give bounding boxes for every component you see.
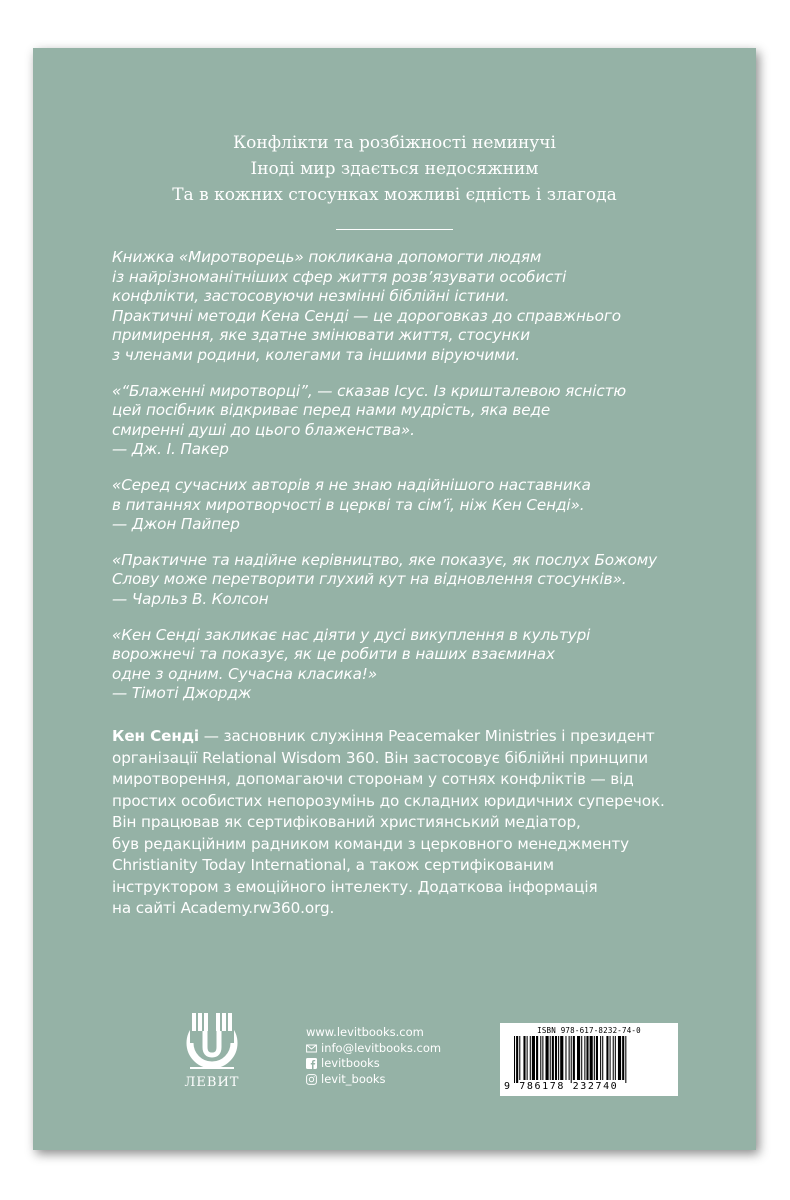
barcode-bar: [577, 1036, 580, 1080]
blurb-author: — Джон Пайпер: [112, 515, 240, 534]
blurb-author: — Чарльз В. Колсон: [112, 589, 269, 608]
barcode-bar: [519, 1036, 520, 1080]
publisher-logo: [176, 1003, 248, 1098]
barcode-bar: [530, 1036, 531, 1080]
blurb-line: «Практичне та надійне керівництво, яке показує, як послух Божому: [112, 550, 658, 569]
barcode-bar: [602, 1036, 603, 1080]
bio-line: Він працював як сертифікований християнський медіатор,: [112, 813, 581, 831]
mail-icon: [306, 1043, 317, 1054]
blurb-line: смиренні душі до цього блаженства».: [112, 420, 415, 439]
barcode-bar: [536, 1036, 538, 1080]
barcode-bar: [610, 1036, 611, 1080]
bio-line: на сайті Academy.rw360.org.: [112, 899, 335, 917]
blurb-line: одне з одним. Сучасна класика!»: [112, 664, 378, 683]
blurb-line: цей посібник відкриває перед нами мудрість, яка веде: [112, 401, 551, 420]
barcode-bar: [571, 1036, 572, 1083]
blurb-line: Слову може перетворити глухий кут на відновлення стосунків».: [112, 570, 627, 589]
facebook-link[interactable]: levitbooks: [321, 1056, 380, 1070]
blurb-line: із найрізноманітніших сфер життя розв’язувати особисті: [112, 267, 567, 286]
instagram-row: [306, 1072, 441, 1088]
tagline-line: Конфлікти та розбіжності неминучі: [233, 133, 556, 153]
barcode-bar: [586, 1036, 588, 1080]
blurb-line: Книжка «Миротворець» покликана допомогти людям: [112, 248, 542, 266]
barcode-bars: [514, 1036, 674, 1083]
barcode-bar: [558, 1036, 559, 1080]
bio-line: інструктором з емоційного інтелекту. Додаткова інформація: [112, 877, 598, 896]
blurb-colson: [112, 551, 732, 610]
barcode-digits: 9 786178 232740: [504, 1081, 619, 1092]
bio-line: миротворення, допомагаючи сторонам у сотнях конфліктів — від: [112, 770, 634, 788]
blurbs: [112, 248, 732, 720]
email-link[interactable]: info@levitbooks.com: [321, 1040, 442, 1055]
bio-line: організації Relational Wisdom 360. Він застосовує біблійні принципи: [112, 748, 648, 767]
publisher-logo-text: ЛЕВИТ: [184, 1075, 240, 1090]
barcode-bar: [565, 1036, 566, 1080]
bio-first-line: [112, 726, 742, 748]
tagline: [33, 130, 756, 208]
author-bio: [112, 726, 742, 920]
blurb-piper: [112, 476, 732, 535]
barcode-bar: [514, 1036, 515, 1083]
blurb-line: конфлікти, застосовуючи незмінні біблійні істини.: [112, 287, 510, 306]
bio-line: простих особистих непорозумінь до складних юридичних суперечок.: [112, 791, 665, 810]
bio-line: Christianity Today International, а також сертифікованим: [112, 856, 554, 874]
bio-line: був редакційним радником команди з церковного менеджменту: [112, 834, 630, 853]
barcode-bar: [596, 1036, 598, 1080]
barcode-bar: [550, 1036, 551, 1080]
barcode-bar: [552, 1036, 554, 1080]
author-name: Кен Сенді: [112, 727, 200, 745]
barcode-bar: [527, 1036, 528, 1080]
blurb-line: «“Блаженні миротворці”, — сказав Ісус. Із кришталевою ясністю: [112, 381, 627, 400]
barcode-bar: [555, 1036, 557, 1080]
barcode-bar: [573, 1036, 575, 1080]
publisher-contacts: [306, 1025, 441, 1087]
bio-first-line-rest: — засновник служіння Peacemaker Ministries і президент: [199, 727, 655, 745]
blurb-line: «Серед сучасних авторів я не знаю надійнішого наставника: [112, 475, 591, 494]
tagline-line: Іноді мир здається недосяжним: [250, 159, 539, 179]
blurb-packer: [112, 382, 732, 460]
barcode-bar: [594, 1036, 595, 1080]
barcode-bar: [569, 1036, 570, 1080]
barcode-bar: [584, 1036, 585, 1080]
facebook-row: [306, 1056, 441, 1072]
barcode-bar: [542, 1036, 543, 1080]
divider: [336, 229, 453, 230]
blurb-author: — Дж. І. Пакер: [112, 440, 229, 459]
barcode-bar: [600, 1036, 601, 1080]
back-cover: [33, 48, 756, 1150]
publisher-logo-icon: [176, 1003, 248, 1075]
barcode-bar: [560, 1036, 563, 1080]
barcode-bar: [532, 1036, 535, 1080]
website-row: [306, 1025, 441, 1041]
barcode-bar: [625, 1036, 626, 1083]
email-row: [306, 1041, 441, 1057]
blurb-line: в питаннях миротворчості в церкві та сім’ї, ніж Кен Сенді».: [112, 495, 585, 514]
blurb-description: [112, 248, 732, 366]
tagline-line: Та в кожних стосунках можливі єдність і злагода: [172, 185, 617, 205]
isbn-label: ISBN 978-617-8232-74-0: [537, 1026, 641, 1035]
barcode-bar: [618, 1036, 621, 1080]
barcode-bar: [581, 1036, 582, 1080]
barcode-bar: [590, 1036, 593, 1080]
blurb-line: Практичні методи Кена Сенді — це дороговказ до справжнього: [112, 306, 621, 325]
barcode-bar: [606, 1036, 608, 1080]
barcode-bar: [546, 1036, 549, 1080]
blurb-george: [112, 626, 732, 704]
blurb-line: «Кен Сенді закликає нас діяти у дусі викуплення в культурі: [112, 625, 591, 644]
barcode-bar: [615, 1036, 616, 1080]
facebook-icon: [306, 1058, 317, 1069]
blurb-line: ворожнечі та показує, як це робити в наших взаєминах: [112, 645, 555, 664]
instagram-link[interactable]: levit_books: [321, 1071, 386, 1086]
barcode-bar: [613, 1036, 614, 1080]
blurb-line: з членами родини, колегами та іншими віруючими.: [112, 345, 520, 364]
barcode: [500, 1023, 678, 1096]
blurb-author: — Тімоті Джордж: [112, 684, 252, 703]
barcode-bar: [523, 1036, 525, 1080]
instagram-icon: [306, 1074, 317, 1085]
barcode-bar: [540, 1036, 541, 1080]
blurb-line: примирення, яке здатне змінювати життя, стосунки: [112, 326, 531, 345]
website-link[interactable]: www.levitbooks.com: [306, 1025, 424, 1039]
barcode-bar: [516, 1036, 518, 1083]
barcode-bar: [622, 1036, 624, 1080]
